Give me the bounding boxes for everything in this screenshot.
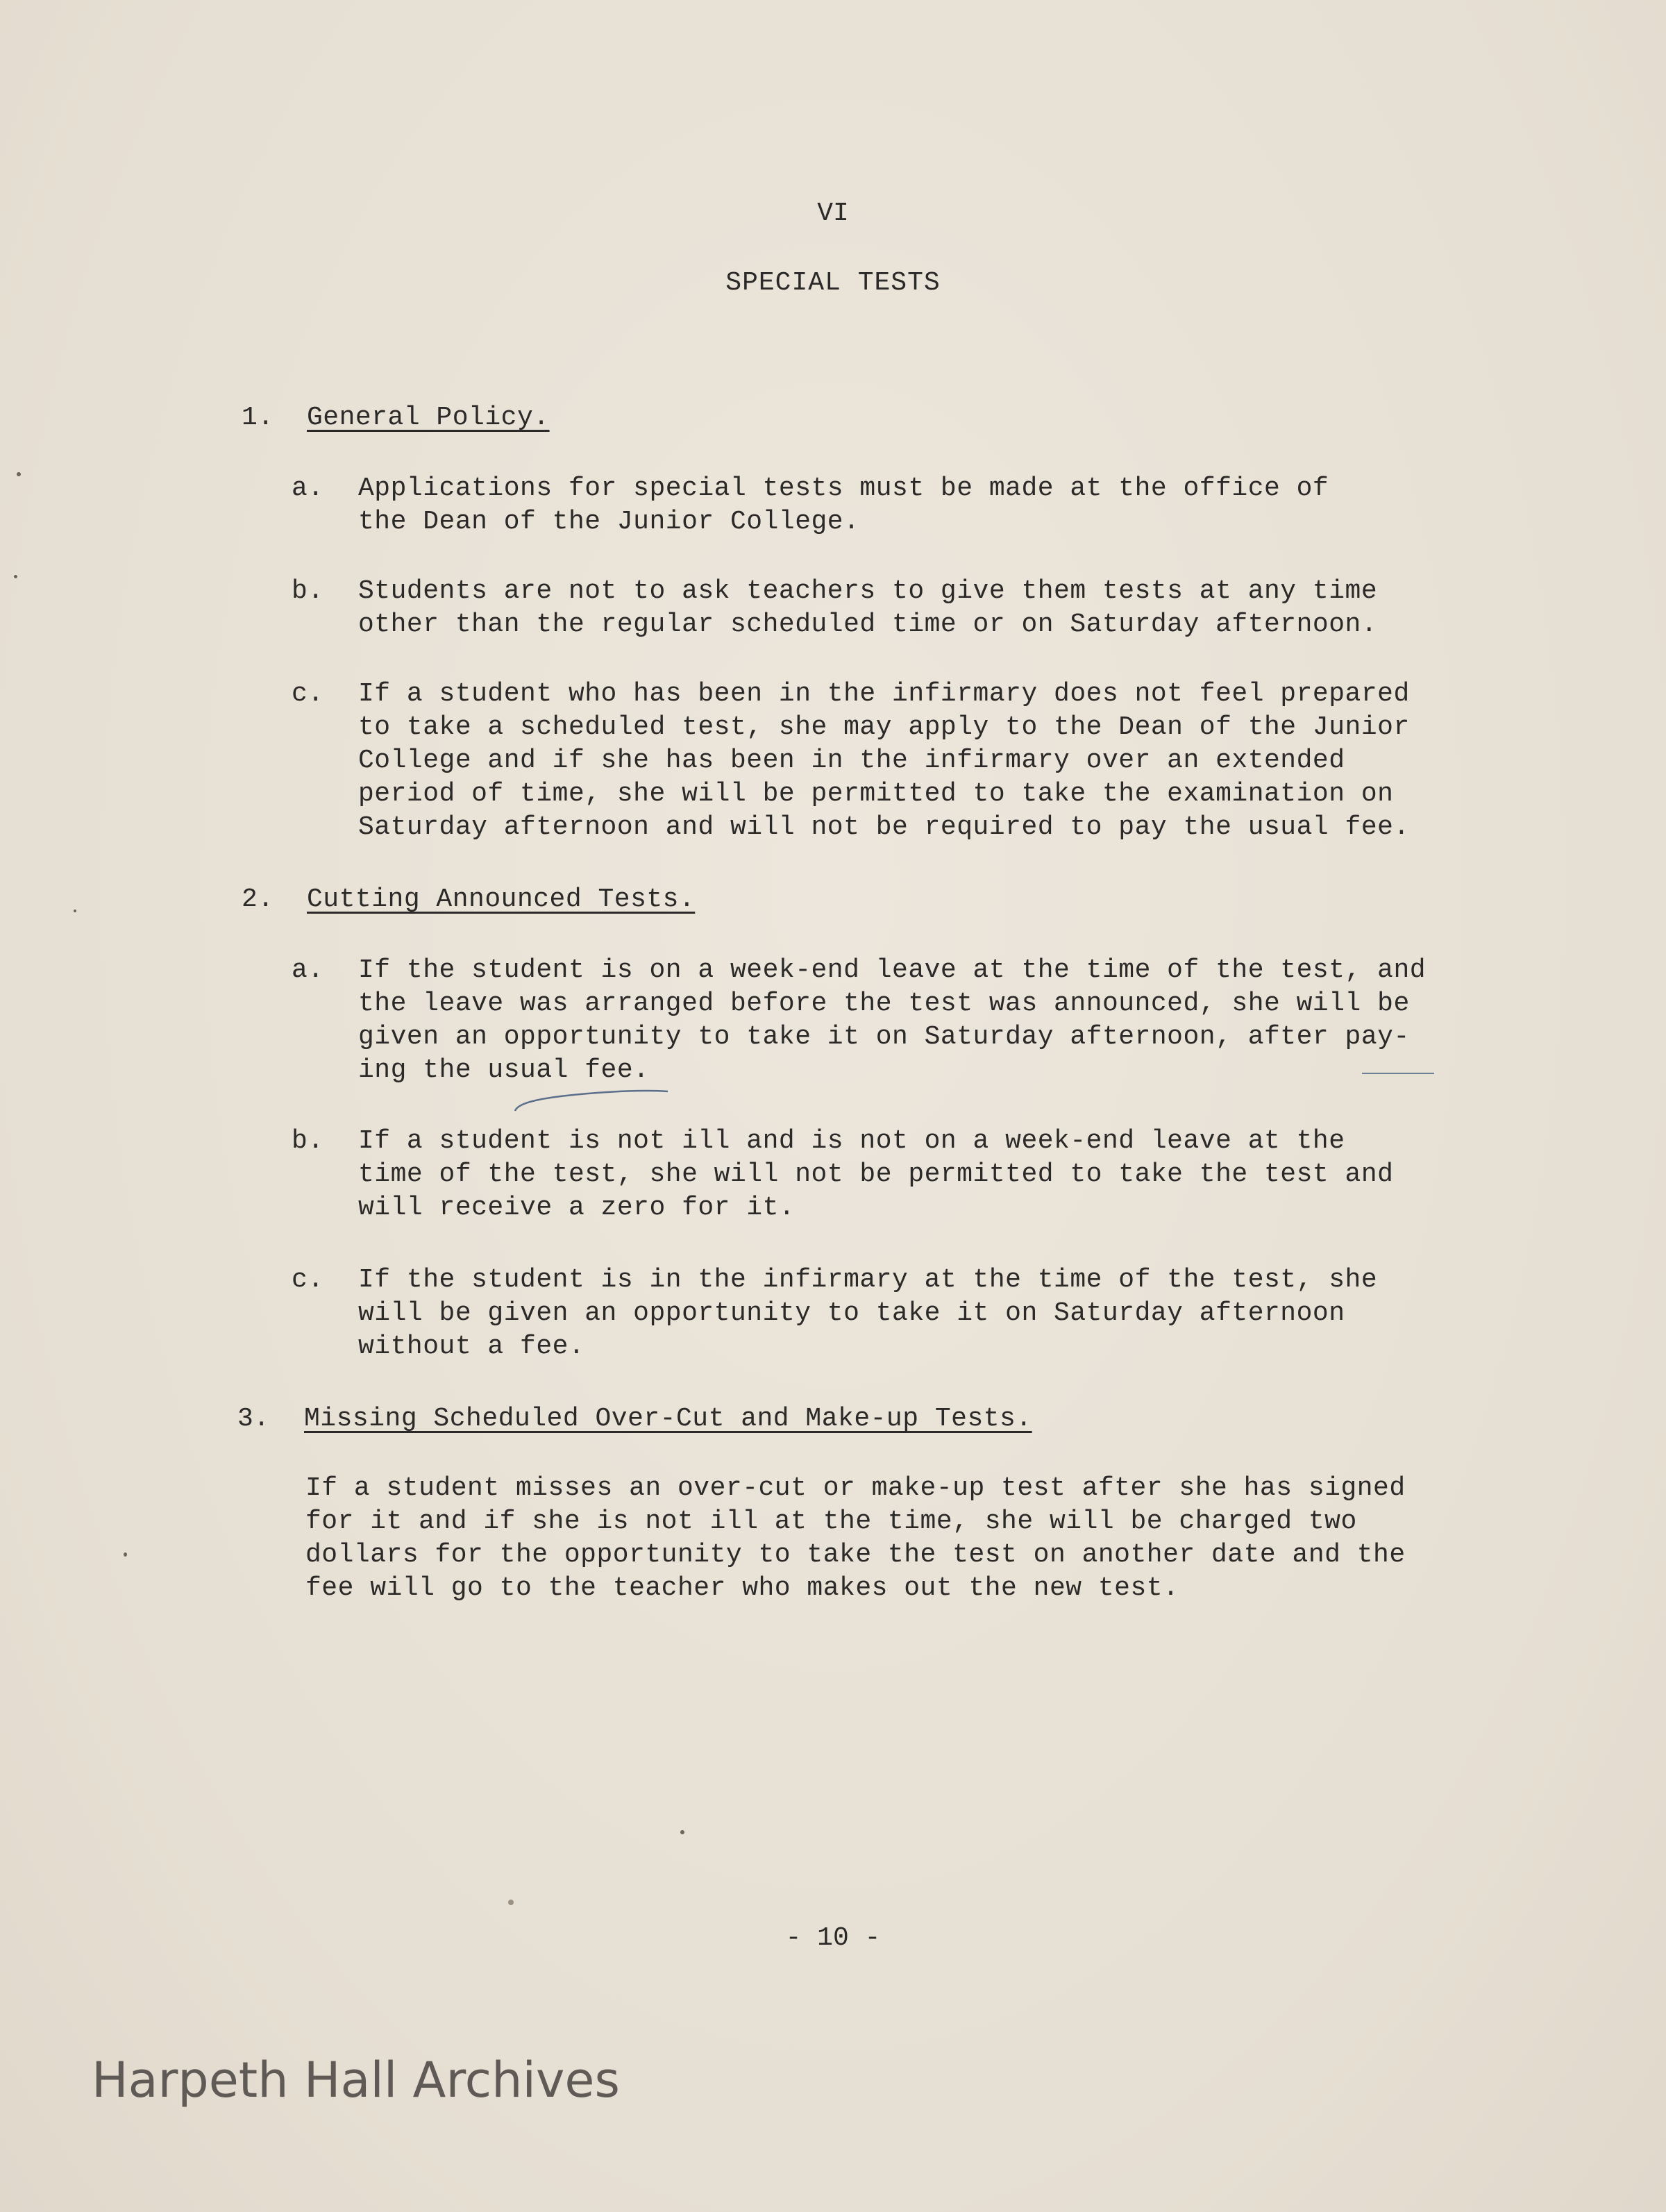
section-3-paragraph-line-2: for it and if she is not ill at the time, she will be charged two: [305, 1507, 1357, 1536]
paper-speck: [17, 472, 21, 476]
section-1-number: 1.: [242, 403, 274, 433]
section-1-item-c-line-3: College and if she has been in the infirmary over an extended: [358, 746, 1345, 776]
section-2-item-c-line-1: If the student is in the infirmary at the time of the test, she: [358, 1265, 1378, 1295]
section-2-item-b-line-3: will receive a zero for it.: [358, 1193, 796, 1223]
page-number: - 10 -: [785, 1923, 881, 1953]
paper-speck: [74, 910, 76, 912]
section-3-paragraph-line-3: dollars for the opportunity to take the test on another date and the: [305, 1540, 1406, 1570]
section-2-number: 2.: [242, 885, 274, 914]
section-3-paragraph-line-1: If a student misses an over-cut or make-up test after she has signed: [305, 1473, 1406, 1503]
paper-speck: [508, 1900, 514, 1905]
section-2-item-a-line-4: ing the usual fee.: [358, 1055, 650, 1085]
section-2-item-c-line-2: will be given an opportunity to take it on Saturday afternoon: [358, 1298, 1345, 1328]
section-1-item-c-line-2: to take a scheduled test, she may apply to the Dean of the Junior: [358, 712, 1410, 742]
section-1-item-a-label: a.: [292, 474, 324, 503]
paper-speck: [680, 1830, 684, 1834]
section-2-item-c-line-3: without a fee.: [358, 1332, 585, 1361]
section-3-title: Missing Scheduled Over-Cut and Make-up Tests.: [304, 1404, 1032, 1434]
section-1-item-a-line-2: the Dean of the Junior College.: [358, 507, 860, 537]
section-1-item-c-line-5: Saturday afternoon and will not be required to pay the usual fee.: [358, 812, 1410, 842]
archive-watermark: Harpeth Hall Archives: [92, 2052, 620, 2109]
section-1-item-c-line-1: If a student who has been in the infirmary does not feel prepared: [358, 679, 1410, 709]
section-1-title: General Policy.: [307, 403, 550, 433]
section-1-item-b-line-1: Students are not to ask teachers to give them tests at any time: [358, 576, 1378, 606]
section-2-item-a-line-3: given an opportunity to take it on Saturday afternoon, after pay-: [358, 1022, 1410, 1052]
section-numeral: VI: [817, 199, 849, 228]
section-3-paragraph-line-4: fee will go to the teacher who makes out the new test.: [305, 1573, 1179, 1603]
section-1-item-b-label: b.: [292, 576, 324, 606]
section-3-number: 3.: [237, 1404, 270, 1434]
section-title: SPECIAL TESTS: [725, 268, 941, 298]
section-2-item-b-line-2: time of the test, she will not be permitted to take the test and: [358, 1159, 1394, 1189]
section-2-item-a-line-2: the leave was arranged before the test was announced, she will be: [358, 989, 1410, 1019]
section-1-item-a-line-1: Applications for special tests must be made at the office of: [358, 474, 1329, 503]
paper-speck: [124, 1552, 127, 1557]
section-1-item-c-label: c.: [292, 679, 324, 709]
section-2-item-c-label: c.: [292, 1265, 324, 1295]
section-2-item-a-label: a.: [292, 955, 324, 985]
section-2-title: Cutting Announced Tests.: [307, 885, 696, 914]
section-2-item-b-label: b.: [292, 1126, 324, 1156]
section-2-item-b-line-1: If a student is not ill and is not on a week-end leave at the: [358, 1126, 1345, 1156]
section-2-item-a-line-1: If the student is on a week-end leave at the time of the test, and: [358, 955, 1427, 985]
section-1-item-c-line-4: period of time, she will be permitted to take the examination on: [358, 779, 1394, 809]
paper-speck: [14, 575, 17, 578]
section-1-item-b-line-2: other than the regular scheduled time or on Saturday afternoon.: [358, 610, 1378, 639]
